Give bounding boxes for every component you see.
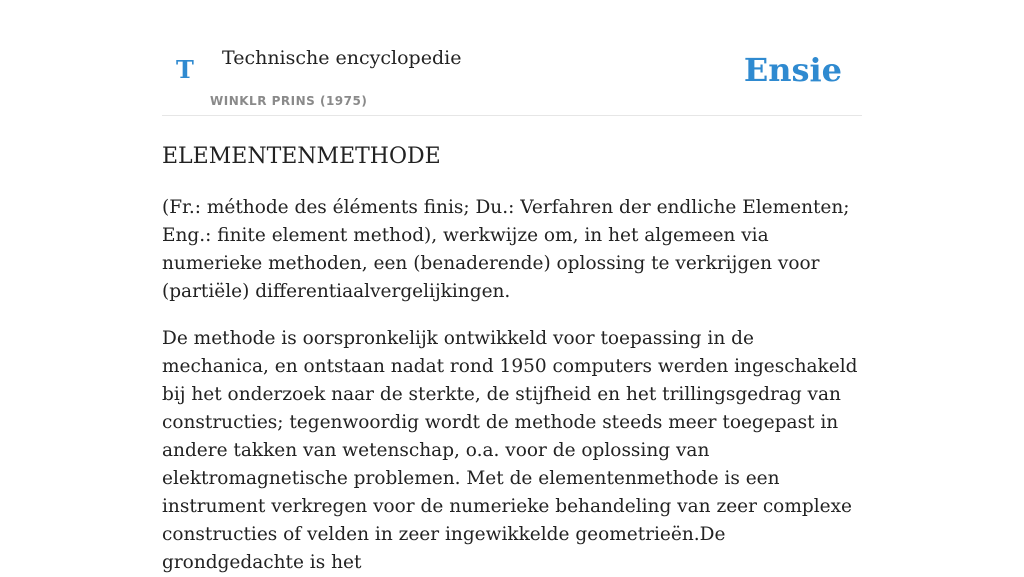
ensie-logo[interactable]: Ensie bbox=[743, 51, 842, 89]
book-logo-icon[interactable]: T bbox=[176, 55, 194, 84]
article-paragraph: De methode is oorspronkelijk ontwikkeld voor toepassing in de mechanica, en ontstaan nadat rond 1950 computers werden ingeschakeld bij het onderzoek naar de sterkte, de stijfheid en het trillingsgedrag van constructies; tegenwoordig wordt de methode steeds meer toegepast in andere takken van wetenschap, o.a. voor de oplossing van elektromagnetische problemen. Met de elementenmethode is een instrument verkregen voor de numerieke behandeling van zeer complexe constructies of velden in zeer ingewikkelde geometrieën.De grondgedachte is het bbox=[162, 328, 858, 573]
article-paragraph: (Fr.: méthode des éléments finis; Du.: Verfahren der endliche Elementen; Eng.: finite element method), werkwijze om, in het algemeen via numerieke methoden, een (benaderende) oplossing te verkrijgen voor (partiële) differentiaalvergelijkingen. bbox=[162, 197, 850, 302]
article-title: ELEMENTENMETHODE bbox=[162, 144, 441, 169]
book-source: WINKLR PRINS (1975) bbox=[210, 94, 368, 108]
page bbox=[162, 0, 862, 573]
book-header bbox=[162, 0, 862, 116]
book-title-link[interactable]: Technische encyclopedie bbox=[222, 47, 462, 69]
